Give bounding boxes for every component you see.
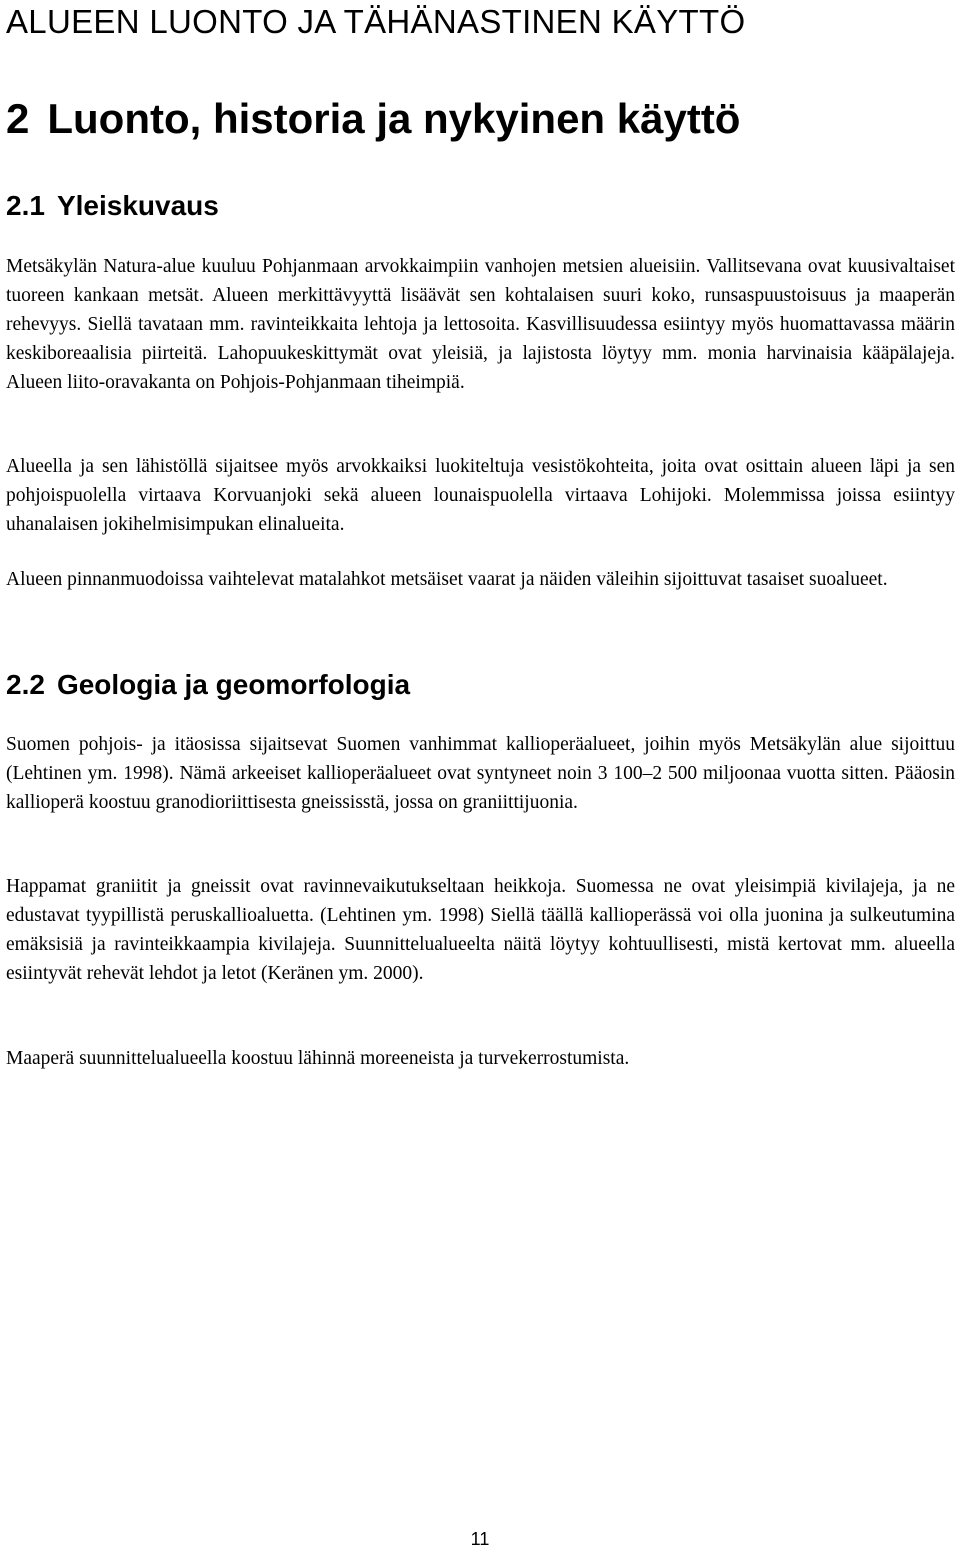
paragraph-landforms: Alueen pinnanmuodoissa vaihtelevat matalahkot metsäiset vaarat ja näiden väleihin sijoittuvat tasaiset suoalueet. bbox=[6, 569, 888, 590]
section-title-geologia bbox=[6, 668, 410, 702]
paragraph-granites: Happamat graniitit ja gneissit ovat ravinnevaikutukseltaan heikkoja. Suomessa ne ovat yleisimpiä kivilajeja, ja ne edustavat tyypillistä peruskallioaluetta. (Lehtinen ym. 1998) Siellä täällä kallioperässä voi olla juonina ja sulkeutumina emäksisiä ja ravinteikkaampia kivilajeja. Suunnittelualueelta näitä löytyy kohtuullisesti, mistä kertovat mm. alueella esiintyvät rehevät lehdot ja letot (Keränen ym. 2000). bbox=[6, 876, 955, 984]
section-title-text: Yleiskuvaus bbox=[56, 190, 219, 221]
section-title-yleiskuvaus bbox=[6, 189, 219, 223]
section-number: 2.1 bbox=[6, 190, 45, 221]
chapter-number: 2 bbox=[6, 95, 30, 142]
chapter-title bbox=[6, 94, 740, 144]
running-header: ALUEEN LUONTO JA TÄHÄNASTINEN KÄYTTÖ bbox=[6, 3, 746, 40]
page-number: 11 bbox=[470, 1529, 490, 1549]
paragraph-overview: Metsäkylän Natura-alue kuuluu Pohjanmaan arvokkaimpiin vanhojen metsien alueisiin. Vallitsevana ovat kuusivaltaiset tuoreen kankaan metsät. Alueen merkittävyyttä lisäävät sen kohtalaisen suuri koko, runsaspuustoisuus ja maaperän rehevyys. Siellä tavataan mm. ravinteikkaita lehtoja ja lettosoita. Kasvillisuudessa esiintyy myös huomattavassa määrin keskiboreaalisia piirteitä. Lahopuukeskittymät ovat yleisiä, ja lajistosta löytyy mm. monia harvinaisia kääpälajeja. Alueen liito-oravakanta on Pohjois-Pohjanmaan tiheimpiä. bbox=[6, 256, 955, 393]
paragraph-soil: Maaperä suunnittelualueella koostuu lähinnä moreeneista ja turvekerrostumista. bbox=[6, 1048, 630, 1069]
chapter-title-text: Luonto, historia ja nykyinen käyttö bbox=[47, 95, 741, 142]
paragraph-waterways: Alueella ja sen lähistöllä sijaitsee myös arvokkaiksi luokiteltuja vesistökohteita, joita ovat osittain alueen läpi ja sen pohjoispuolella virtaava Korvuanjoki sekä alueen lounaispuolella virtaava Lohijoki. Molemmissa joissa esiintyy uhanalaisen jokihelmisimpukan elinalueita. bbox=[6, 456, 955, 535]
section-number: 2.2 bbox=[6, 669, 45, 700]
paragraph-bedrock: Suomen pohjois- ja itäosissa sijaitsevat Suomen vanhimmat kallioperäalueet, joihin myös Metsäkylän alue sijoittuu (Lehtinen ym. 1998). Nämä arkeeiset kallioperäalueet ovat syntyneet noin 3 100–2 500 miljoonaa vuotta sitten. Pääosin kallioperä koostuu granodioriittisesta gneississtä, jossa on graniittijuonia. bbox=[6, 734, 955, 813]
section-title-text: Geologia ja geomorfologia bbox=[56, 669, 411, 700]
